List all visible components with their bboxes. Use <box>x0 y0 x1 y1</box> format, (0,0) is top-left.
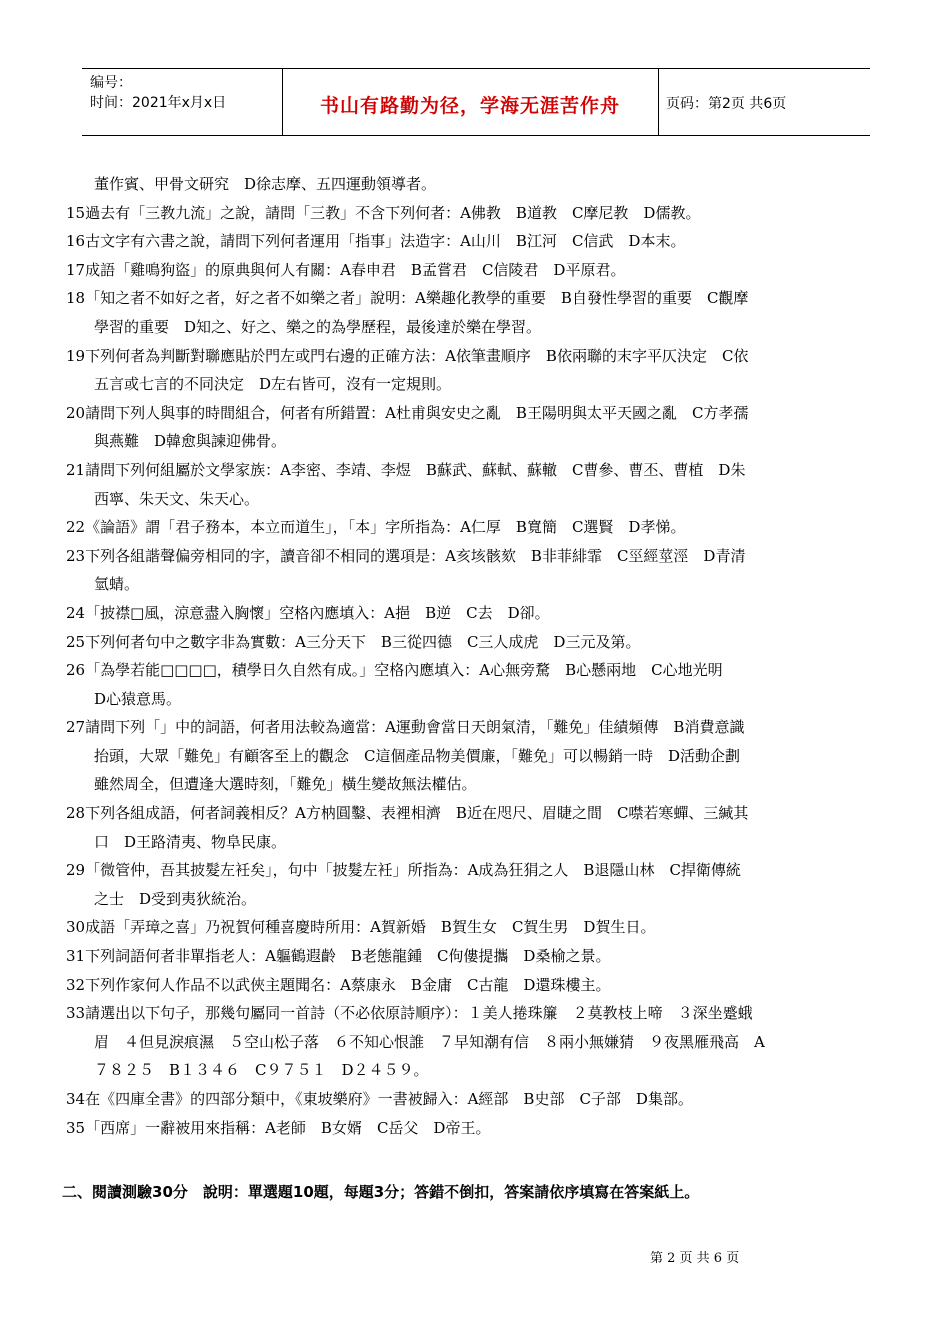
question-item <box>66 542 886 599</box>
header-divider <box>658 69 659 135</box>
question-continuation: 口 D王路清夷、物阜民康。 <box>94 832 287 851</box>
question-text: 16古文字有六書之說，請問下列何者運用「指事」法造字：A山川 B江河 C信武 D本末。 <box>66 232 686 251</box>
question-text: 18「知之者不如好之者，好之者不如樂之者」說明：A樂趣化教學的重要 B自發性學習的重要 C觀摩 <box>66 289 749 308</box>
header-page-number: 页码：第2页 共6页 <box>666 96 787 112</box>
question-item <box>66 656 886 713</box>
question-text: 24「披襟□風，涼意盡入胸懷」空格內應填入：A挹 B逆 C去 D卻。 <box>66 603 550 622</box>
question-text: 29「微管仲，吾其披髮左衽矣」，句中「披髮左衽」所指為：A成為狂狷之人 B退隱山林 C捍衛傳統 <box>66 861 741 880</box>
question-continuation: D心猿意馬。 <box>94 689 182 708</box>
question-item <box>66 856 886 913</box>
question-item <box>66 256 886 285</box>
header-meta <box>90 73 280 113</box>
question-text: 32下列作家何人作品不以武俠主題聞名：A蔡康永 B金庸 C古龍 D還珠樓主。 <box>66 975 611 994</box>
question-text: 33請選出以下句子，那幾句屬同一首詩（不必依原詩順序）：１美人捲珠簾 ２莫教枝上啼 ３深坐蹙蛾 <box>66 1004 753 1023</box>
continuation-text: 董作賓、甲骨文研究 D徐志摩、五四運動領導者。 <box>94 175 437 193</box>
question-text: 20請問下列人與事的時間組合，何者有所錯置：A杜甫與安史之亂 B王陽明與太平天國之亂 C方孝孺 <box>66 403 749 422</box>
question-text: 19下列何者為判斷對聯應貼於門左或門右邊的正確方法：A依筆畫順序 B依兩聯的末字平仄決定 C依 <box>66 346 749 365</box>
question-item <box>66 628 886 657</box>
question-item <box>66 1085 886 1114</box>
question-text: 25下列何者句中之數字非為實數：A三分天下 B三從四德 C三人成虎 D三元及第。 <box>66 632 641 651</box>
question-text: 28下列各組成語，何者詞義相反？A方枘圓鑿、表裡相濟 B近在咫尺、眉睫之間 C噤若寒蟬、三緘其 <box>66 804 749 823</box>
question-text: 27請問下列「」中的詞語，何者用法較為適當：A運動會當日天朗氣清，「難免」佳績頻傳 B消費意識 <box>66 718 745 737</box>
question-continuation: 五言或七言的不同決定 D左右皆可，沒有一定規則。 <box>94 375 452 394</box>
question-item <box>66 342 886 399</box>
question-text: 23下列各組諧聲偏旁相同的字，讀音卻不相同的選項是：A亥垓骸欬 B非菲緋霏 C巠經莖涇 D青清 <box>66 546 746 565</box>
question-item <box>66 942 886 971</box>
question-text: 21請問下列何組屬於文學家族：A李密、李靖、李煜 B蘇武、蘇軾、蘇轍 C曹參、曹丕、曹植 D朱 <box>66 460 746 479</box>
question-text: 31下列詞語何者非單指老人：A軀鶴遐齡 B老態龍鍾 C佝僂提攜 D桑榆之景。 <box>66 947 611 966</box>
question-continuation: 抬頭，大眾「難免」有顧客至上的觀念 C這個產品物美價廉，「難免」可以暢銷一時 D活動企劃 <box>94 746 741 765</box>
question-continuation: 眉 ４但見淚痕濕 ５空山松子落 ６不知心恨誰 ７早知潮有信 ８兩小無嫌猜 ９夜黑雁飛高 A <box>94 1032 765 1051</box>
question-item <box>66 913 886 942</box>
header-motto: 书山有路勤为径，学海无涯苦作舟 <box>319 95 620 117</box>
code-label: 编号： <box>90 75 132 91</box>
question-item <box>66 713 886 799</box>
question-continuation: 學習的重要 D知之、好之、樂之的為學歷程，最後達於樂在學習。 <box>94 317 542 336</box>
question-item <box>66 227 886 256</box>
question-item <box>66 999 886 1085</box>
question-continuation: 與燕難 D韓愈與諫迎佛骨。 <box>94 432 287 451</box>
time-label: 时间：2021年x月x日 <box>90 95 227 111</box>
question-item <box>66 456 886 513</box>
question-item <box>66 1114 886 1143</box>
question-list <box>66 170 886 1142</box>
question-continuation: 雖然周全，但遭逢大選時刻，「難免」橫生變故無法權估。 <box>94 775 477 794</box>
question-text: 35「西席」一辭被用來指稱：A老師 B女婿 C岳父 D帝王。 <box>66 1118 491 1137</box>
question-text: 17成語「雞鳴狗盜」的原典與何人有關：A春申君 B孟嘗君 C信陵君 D平原君。 <box>66 260 626 279</box>
page-footer: 第 2 页 共 6 页 <box>650 1251 740 1266</box>
question-continuation: 西寧、朱天文、朱天心。 <box>94 489 260 508</box>
question-text: 30成語「弄璋之喜」乃祝賀何種喜慶時所用：A賀新婚 B賀生女 C賀生男 D賀生日。 <box>66 918 656 937</box>
question-item <box>66 199 886 228</box>
question-item <box>66 599 886 628</box>
question-continuation: ７８２５ B１３４６ C９７５１ D２４５９。 <box>94 1061 429 1080</box>
question-item <box>66 513 886 542</box>
question-item <box>66 799 886 856</box>
question-item <box>66 399 886 456</box>
page-header <box>82 68 870 136</box>
question-text: 34在《四庫全書》的四部分類中，《東坡樂府》一書被歸入：A經部 B史部 C子部 D集部。 <box>66 1090 693 1108</box>
question-continuation: 之士 D受到夷狄統治。 <box>94 889 257 908</box>
question-continuation: 氫蜻。 <box>94 575 140 594</box>
question-text: 26「為學若能□□□□，積學日久自然有成。」空格內應填入：A心無旁騖 B心懸兩地 C心地光明 <box>66 661 723 680</box>
question-item <box>66 284 886 341</box>
question-text: 22《論語》謂「君子務本，本立而道生」，「本」字所指為：A仁厚 B寬簡 C選賢 D孝悌。 <box>66 518 686 537</box>
question-text: 15過去有「三教九流」之說，請問「三教」不含下列何者：A佛教 B道教 C摩尼教 D儒教。 <box>66 203 701 222</box>
section-heading: 二、閱讀測驗30分 說明：單選題10題，每題3分；答錯不倒扣，答案請依序填寫在答案紙上。 <box>62 1183 700 1201</box>
question-item <box>66 971 886 1000</box>
